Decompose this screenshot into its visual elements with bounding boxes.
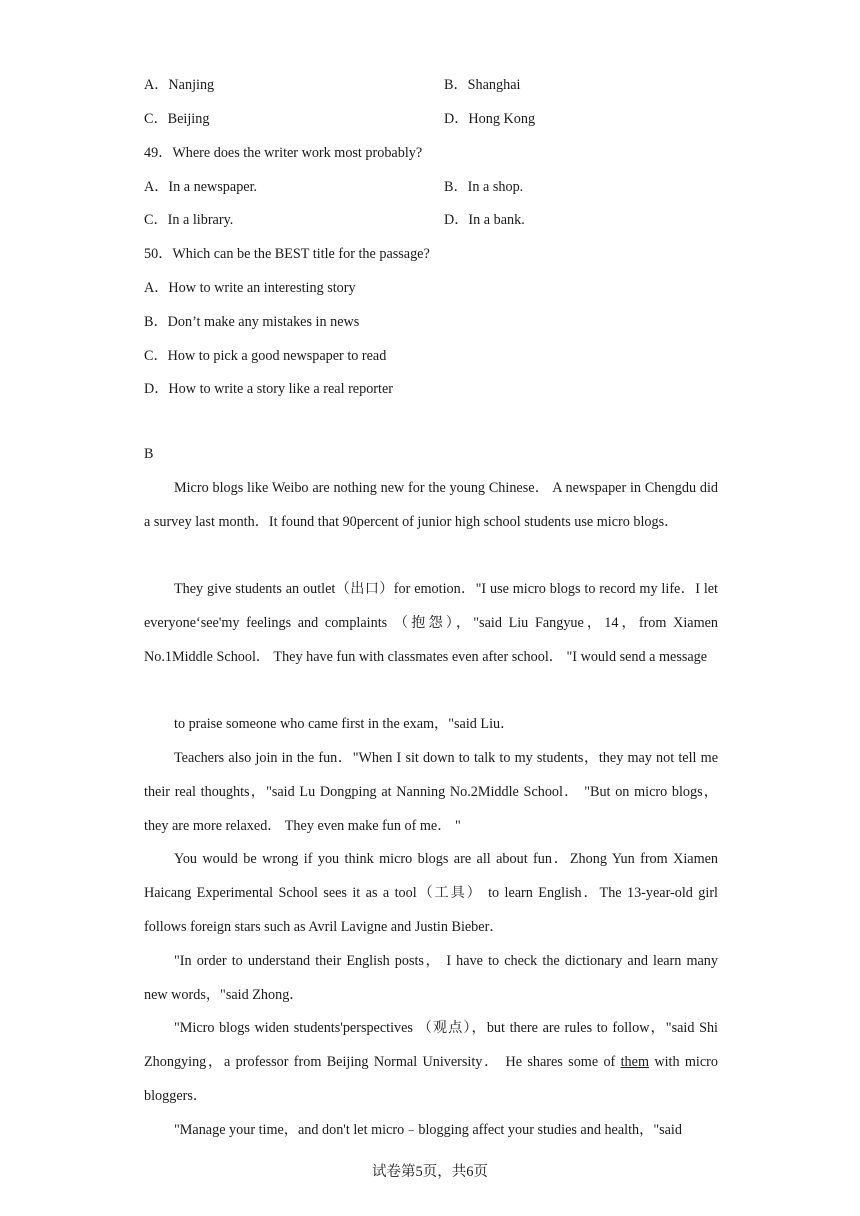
paragraph-6-text-after: with micro bloggers． — [144, 1053, 718, 1104]
q48-option-c: C．Beijing — [144, 111, 210, 127]
q48-option-b: B．Shanghai — [444, 77, 521, 93]
q50-option-c: C．How to pick a good newspaper to read — [144, 348, 387, 364]
passage-paragraph-1: Micro blogs like Weibo are nothing new for the young Chinese． A newspaper in Chengdu did a survey last month．It found that 90percent of junior high school students use micro blogs． — [144, 480, 718, 530]
passage-paragraph-2: They give students an outlet（出口）for emotion．"I use micro blogs to record my life．I let everyone‘see'my feelings and complaints （抱怨），"said Liu Fangyue，14，from Xiamen No.1Middle School． They have fun with classmates even after school． "I would send a message — [144, 581, 718, 665]
section-label: B — [144, 446, 154, 462]
q49-option-c: C．In a library. — [144, 212, 234, 228]
q49-option-d: D．In a bank. — [444, 212, 525, 228]
passage-paragraph-3: Teachers also join in the fun．"When I sit down to talk to my students，they may not tell me their real thoughts，"said Lu Dongping at Nanning No.2Middle School． "But on micro blogs，they are more relaxed． They even make fun of me． " — [144, 750, 718, 834]
page-footer: 试卷第5页，共6页 — [372, 1164, 488, 1180]
q50-option-a: A．How to write an interesting story — [144, 280, 356, 296]
q50-question: 50．Which can be the BEST title for the passage? — [144, 246, 430, 262]
passage-paragraph-7: "Manage your time，and don't let micro﹣blogging affect your studies and health，"said — [174, 1122, 682, 1138]
q49-option-a: A．In a newspaper. — [144, 179, 258, 195]
passage-paragraph-6 — [144, 1012, 718, 1113]
passage-paragraph-2-continued: to praise someone who came first in the exam，"said Liu． — [174, 716, 515, 732]
paragraph-6-text-before: "Micro blogs widen students'perspectives （观点），but there are rules to follow，"said Shi Zhongying，a professor from Beijing Normal University． He shares some of — [144, 1020, 718, 1070]
passage-paragraph-4: You would be wrong if you think micro blogs are all about fun．Zhong Yun from Xiamen Haicang Experimental School sees it as a tool（工具） to learn English．The 13-year-old girl follows foreign stars such as Avril Lavigne and Justin Bieber． — [144, 851, 718, 935]
q50-option-b: B．Don’t make any mistakes in news — [144, 314, 360, 330]
underlined-word-them: them — [620, 1053, 649, 1070]
q49-question: 49．Where does the writer work most probably? — [144, 145, 423, 161]
q49-option-b: B．In a shop. — [444, 179, 524, 195]
q48-option-a: A．Nanjing — [144, 77, 215, 93]
q48-option-d: D．Hong Kong — [444, 111, 536, 127]
q50-option-d: D．How to write a story like a real reporter — [144, 381, 393, 397]
passage-paragraph-5: "In order to understand their English posts， I have to check the dictionary and learn many new words，"said Zhong． — [144, 953, 718, 1003]
